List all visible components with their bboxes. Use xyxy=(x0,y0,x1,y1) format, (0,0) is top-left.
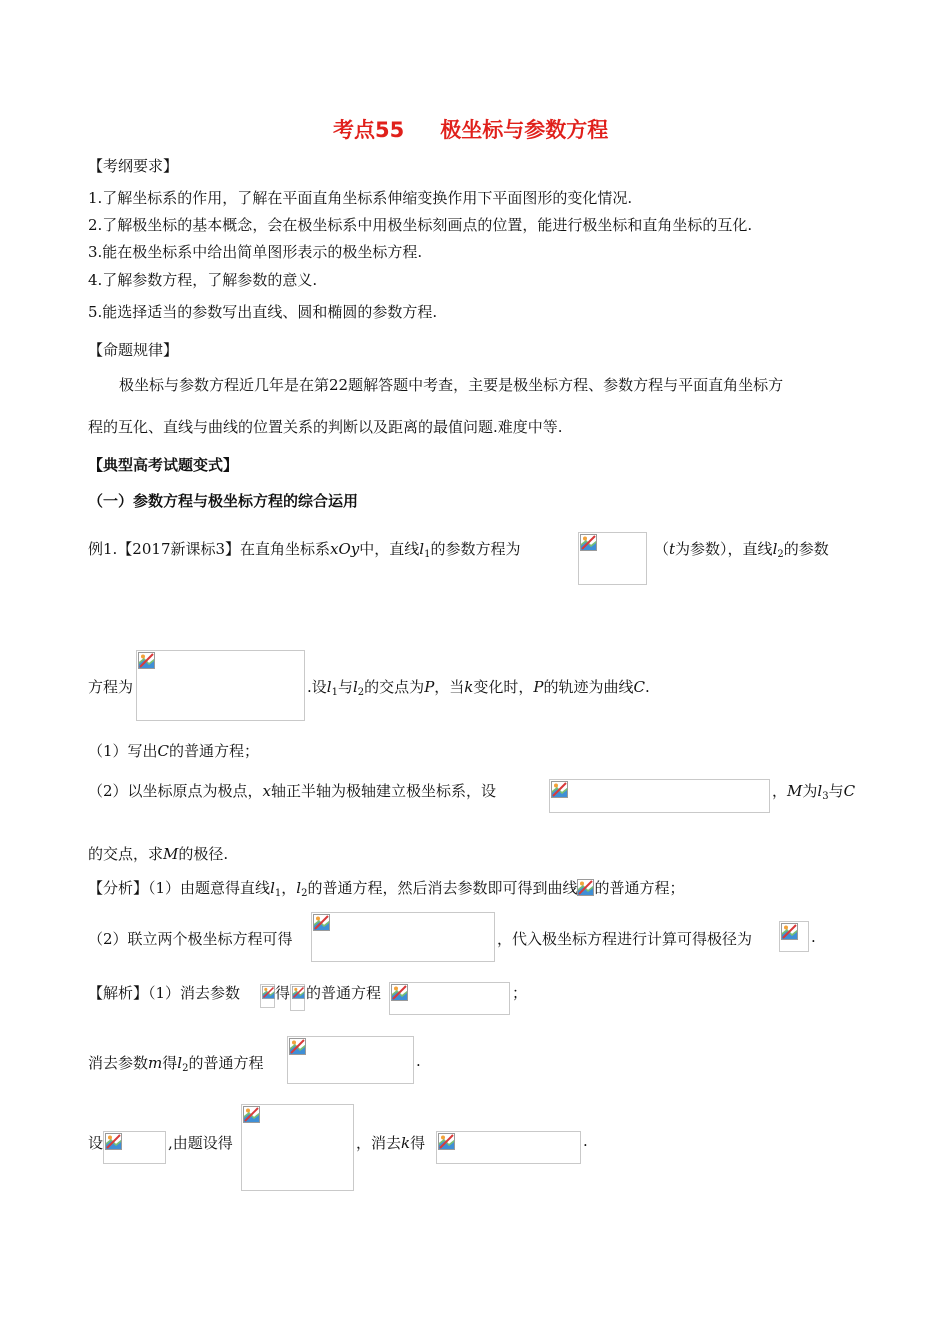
text: 的极径. xyxy=(178,845,229,863)
broken-image-icon xyxy=(313,914,330,931)
formula-image xyxy=(779,921,809,952)
formula-image xyxy=(311,912,495,962)
broken-image-icon xyxy=(292,986,305,999)
text: 的普通方程 xyxy=(188,1054,264,1072)
text: .设 xyxy=(307,678,327,696)
math-l: l xyxy=(326,678,332,696)
title-name: 极坐标与参数方程 xyxy=(440,118,609,142)
math-l: l xyxy=(419,540,425,558)
syllabus-item-1: 1.了解坐标系的作用，了解在平面直角坐标系伸缩变换作用下平面图形的变化情况. xyxy=(88,189,633,207)
text: ； xyxy=(512,984,528,1002)
text: 的交点，求 xyxy=(88,845,164,863)
page-title xyxy=(333,114,608,144)
math-m: M xyxy=(163,845,179,863)
math-c: C xyxy=(843,782,856,800)
section-subheading: （一）参数方程与极坐标方程的综合运用 xyxy=(88,492,359,510)
text: 得 xyxy=(275,984,291,1002)
broken-image-icon xyxy=(438,1133,455,1150)
pattern-line-2: 程的互化、直线与曲线的位置关系的判断以及距离的最值问题.难度中等. xyxy=(88,418,563,436)
syllabus-heading: 【考纲要求】 xyxy=(88,157,179,175)
text: ， xyxy=(281,879,297,897)
typical-heading: 【典型高考试题变式】 xyxy=(88,456,239,474)
example-line-1 xyxy=(88,538,520,559)
formula-image xyxy=(103,1131,166,1164)
text: 与 xyxy=(337,678,353,696)
text: 的普通方程 xyxy=(306,984,382,1002)
text: ，当 xyxy=(434,678,465,696)
formula-image xyxy=(287,1036,414,1084)
question-2-end xyxy=(88,843,228,864)
text: ，消去 xyxy=(356,1134,402,1152)
math-k: k xyxy=(401,1134,411,1152)
broken-image-icon xyxy=(781,923,798,940)
text: 的参数方程为 xyxy=(430,540,521,558)
solution-line-3-mid xyxy=(356,1132,425,1153)
math-t: t xyxy=(669,540,676,558)
syllabus-item-5: 5.能选择适当的参数写出直线、圆和椭圆的参数方程. xyxy=(88,303,438,321)
broken-image-icon xyxy=(580,534,597,551)
broken-image-icon xyxy=(105,1133,122,1150)
math-sub: 2 xyxy=(357,687,365,698)
formula-image xyxy=(436,1131,581,1164)
math-sub: 2 xyxy=(777,549,784,560)
syllabus-item-4: 4.了解参数方程，了解参数的意义. xyxy=(88,271,318,289)
math-l: l xyxy=(296,879,302,897)
analysis-line-2-head: （2）联立两个极坐标方程可得 xyxy=(88,930,293,948)
text: 的交点为 xyxy=(364,678,425,696)
formula-image xyxy=(290,984,305,1011)
text: 与 xyxy=(828,782,844,800)
solution-line-1 xyxy=(88,982,240,1003)
math-m: m xyxy=(148,1054,163,1072)
text: 轴正半轴为极轴建立极坐标系，设 xyxy=(271,782,497,800)
math-sub: 2 xyxy=(182,1063,189,1074)
analysis-line-2-end: . xyxy=(811,928,816,946)
broken-image-icon xyxy=(138,652,155,669)
text: . xyxy=(416,1052,421,1070)
analysis-line-1 xyxy=(88,877,684,898)
question-2-tail xyxy=(772,780,855,801)
text: 消去参数 xyxy=(88,1054,149,1072)
text: 的普通方程，然后消去参数即可得到曲线 xyxy=(307,879,578,897)
formula-image xyxy=(549,779,770,813)
formula-image xyxy=(241,1104,354,1191)
solution-line-2 xyxy=(88,1052,263,1073)
formula-image xyxy=(389,982,510,1015)
math-c: C xyxy=(157,742,170,760)
math-sub: 1 xyxy=(274,888,282,899)
solution-tag: 【解析】 xyxy=(88,984,149,1002)
broken-image-icon xyxy=(289,1038,306,1055)
title-code: 考点55 xyxy=(333,118,405,142)
math-m: M xyxy=(787,782,803,800)
example-line-2 xyxy=(307,676,650,697)
text: 的普通方程； xyxy=(594,879,685,897)
text: 得 xyxy=(410,1134,426,1152)
math-l: l xyxy=(352,678,358,696)
pattern-line-1: 极坐标与参数方程近几年是在第22题解答题中考查，主要是极坐标方程、参数方程与平面直角坐标方 xyxy=(119,376,784,394)
formula-image xyxy=(578,532,647,585)
formula-image xyxy=(136,650,305,721)
text: . xyxy=(583,1132,588,1150)
question-1 xyxy=(88,740,259,761)
math-xoy: xOy xyxy=(330,540,360,558)
text: 得 xyxy=(162,1054,178,1072)
broken-image-icon xyxy=(391,984,408,1001)
analysis-line-2-mid: ，代入极坐标方程进行计算可得极径为 xyxy=(497,930,753,948)
text: 中，直线 xyxy=(359,540,420,558)
text: . xyxy=(645,678,650,696)
example-line-2-head: 方程为 xyxy=(88,678,134,696)
math-p: P xyxy=(424,678,435,696)
question-2 xyxy=(88,780,496,801)
text: 的轨迹为曲线 xyxy=(543,678,634,696)
text: 的参数 xyxy=(783,540,829,558)
math-sub: 1 xyxy=(424,549,431,560)
text: 为参数），直线 xyxy=(675,540,773,558)
analysis-tag: 【分析】 xyxy=(88,879,149,897)
text: 的普通方程； xyxy=(169,742,260,760)
math-sub: 3 xyxy=(822,791,829,802)
text: 例1.【2017新课标3】在直角坐标系 xyxy=(88,540,331,558)
math-l: l xyxy=(772,540,778,558)
broken-image-icon xyxy=(551,781,568,798)
math-p: P xyxy=(533,678,544,696)
broken-image-icon xyxy=(243,1106,260,1123)
text: （1）由题意得直线 xyxy=(148,879,271,897)
syllabus-item-2: 2.了解极坐标的基本概念，会在极坐标系中用极坐标刻画点的位置，能进行极坐标和直角坐标的互化. xyxy=(88,216,753,234)
math-sub: 1 xyxy=(331,687,338,698)
text: ， xyxy=(772,782,788,800)
math-sub: 2 xyxy=(301,888,308,899)
text: （1）写出 xyxy=(88,742,158,760)
text: ,由题设得 xyxy=(168,1134,233,1152)
math-l: l xyxy=(270,879,275,897)
broken-image-icon xyxy=(262,986,275,999)
math-c: C xyxy=(633,678,645,696)
formula-image xyxy=(260,984,275,1008)
syllabus-item-3: 3.能在极坐标系中给出简单图形表示的极坐标方程. xyxy=(88,243,423,261)
text: 变化时， xyxy=(473,678,534,696)
math-l: l xyxy=(817,782,823,800)
math-k: k xyxy=(464,678,474,696)
text: 设 xyxy=(88,1134,104,1152)
pattern-heading: 【命题规律】 xyxy=(88,341,179,359)
example-line-1-tail xyxy=(654,538,829,559)
text: （1）消去参数 xyxy=(148,984,241,1002)
text: 为 xyxy=(802,782,818,800)
text: （2）以坐标原点为极点， xyxy=(88,782,263,800)
math-x: x xyxy=(262,782,272,800)
math-l: l xyxy=(177,1054,183,1072)
broken-image-icon xyxy=(577,879,594,896)
text: （ xyxy=(654,540,670,558)
